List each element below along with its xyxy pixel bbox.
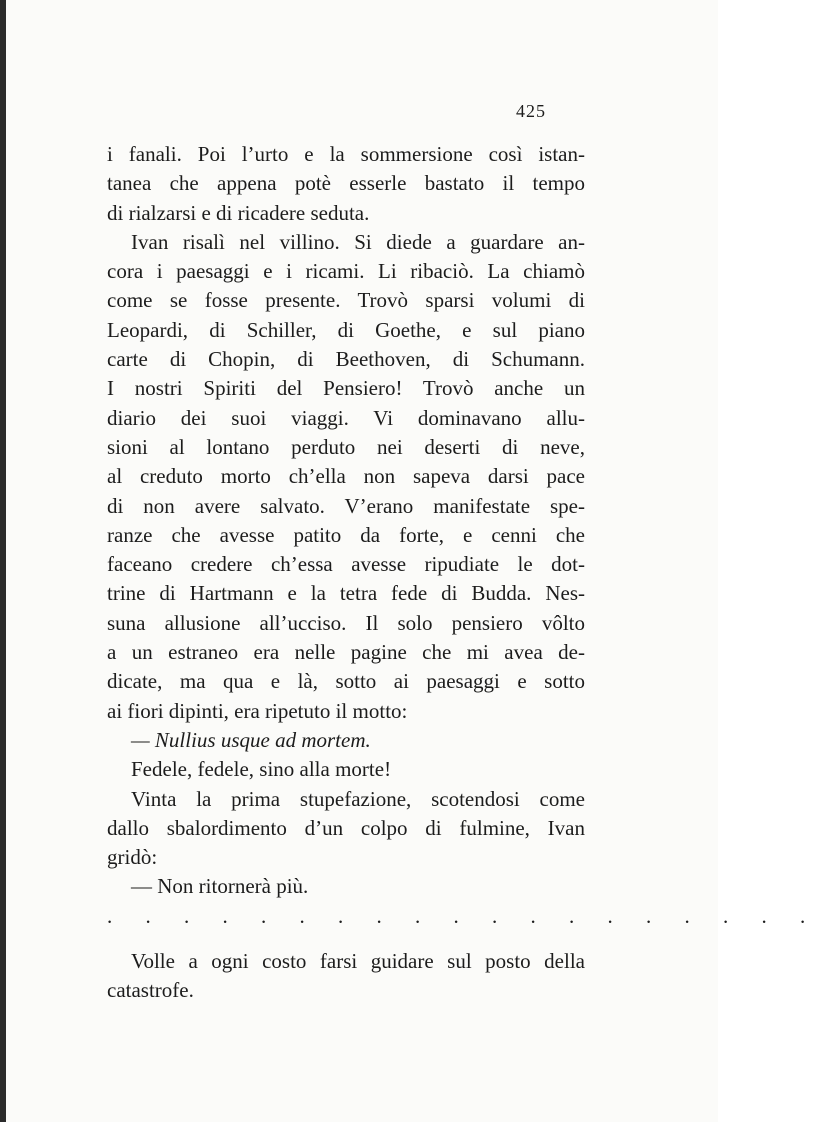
- page-body: [107, 140, 819, 1006]
- text-line: dicate, ma qua e là, sotto ai paesaggi e sotto: [107, 669, 585, 694]
- text-line: i fanali. Poi l’urto e la sommersione così istan-: [107, 142, 585, 166]
- text-line: a un estraneo era nelle pagine che mi avea de-: [107, 640, 585, 665]
- text-line: diario dei suoi viaggi. Vi dominavano allu-: [107, 405, 585, 430]
- text-line: catastrofe.: [107, 978, 194, 1003]
- text-line: carte di Chopin, di Beethoven, di Schumann.: [107, 347, 585, 372]
- text-line: suna allusione all’ucciso. Il solo pensiero vôlto: [107, 610, 585, 635]
- text-line: ranze che avesse patito da forte, e cenni che: [107, 522, 585, 547]
- text-line: Fedele, fedele, sino alla morte!: [131, 757, 392, 782]
- motto-line: — Nullius usque ad mortem.: [131, 727, 371, 752]
- page-number: 425: [516, 101, 546, 121]
- text-line: gridò:: [107, 845, 158, 870]
- text-line: I nostri Spiriti del Pensiero! Trovò anche un: [107, 376, 585, 401]
- section-separator-dots: . . . . . . . . . . . . . . . . . . .: [107, 903, 819, 928]
- text-line: faceano credere ch’essa avesse ripudiate le dot-: [107, 552, 585, 577]
- text-line: — Non ritornerà più.: [131, 874, 309, 899]
- text-line: di non avere salvato. V’erano manifestate spe-: [107, 493, 585, 518]
- text-line: tanea che appena potè esserle bastato il tempo: [107, 171, 585, 196]
- text-line: Ivan risalì nel villino. Si diede a guardare an-: [131, 229, 585, 254]
- text-line: come se fosse presente. Trovò sparsi volumi di: [107, 288, 585, 313]
- spacer: [107, 931, 585, 947]
- text-line: dallo sbalordimento d’un colpo di fulmine, Ivan: [107, 815, 585, 840]
- text-line: ai fiori dipinti, era ripetuto il motto:: [107, 698, 408, 723]
- text-line: trine di Hartmann e la tetra fede di Budda. Nes-: [107, 581, 585, 606]
- text-line: Vinta la prima stupefazione, scotendosi come: [131, 786, 585, 811]
- text-line: di rialzarsi e di ricadere seduta.: [107, 200, 370, 225]
- text-line: cora i paesaggi e i ricami. Li ribaciò. La chiamò: [107, 259, 585, 284]
- text-line: Leopardi, di Schiller, di Goethe, e sul piano: [107, 317, 585, 342]
- text-line: sioni al lontano perduto nei deserti di neve,: [107, 434, 585, 459]
- text-line: Volle a ogni costo farsi guidare sul posto della: [131, 949, 585, 974]
- text-line: al creduto morto ch’ella non sapeva darsi pace: [107, 464, 585, 489]
